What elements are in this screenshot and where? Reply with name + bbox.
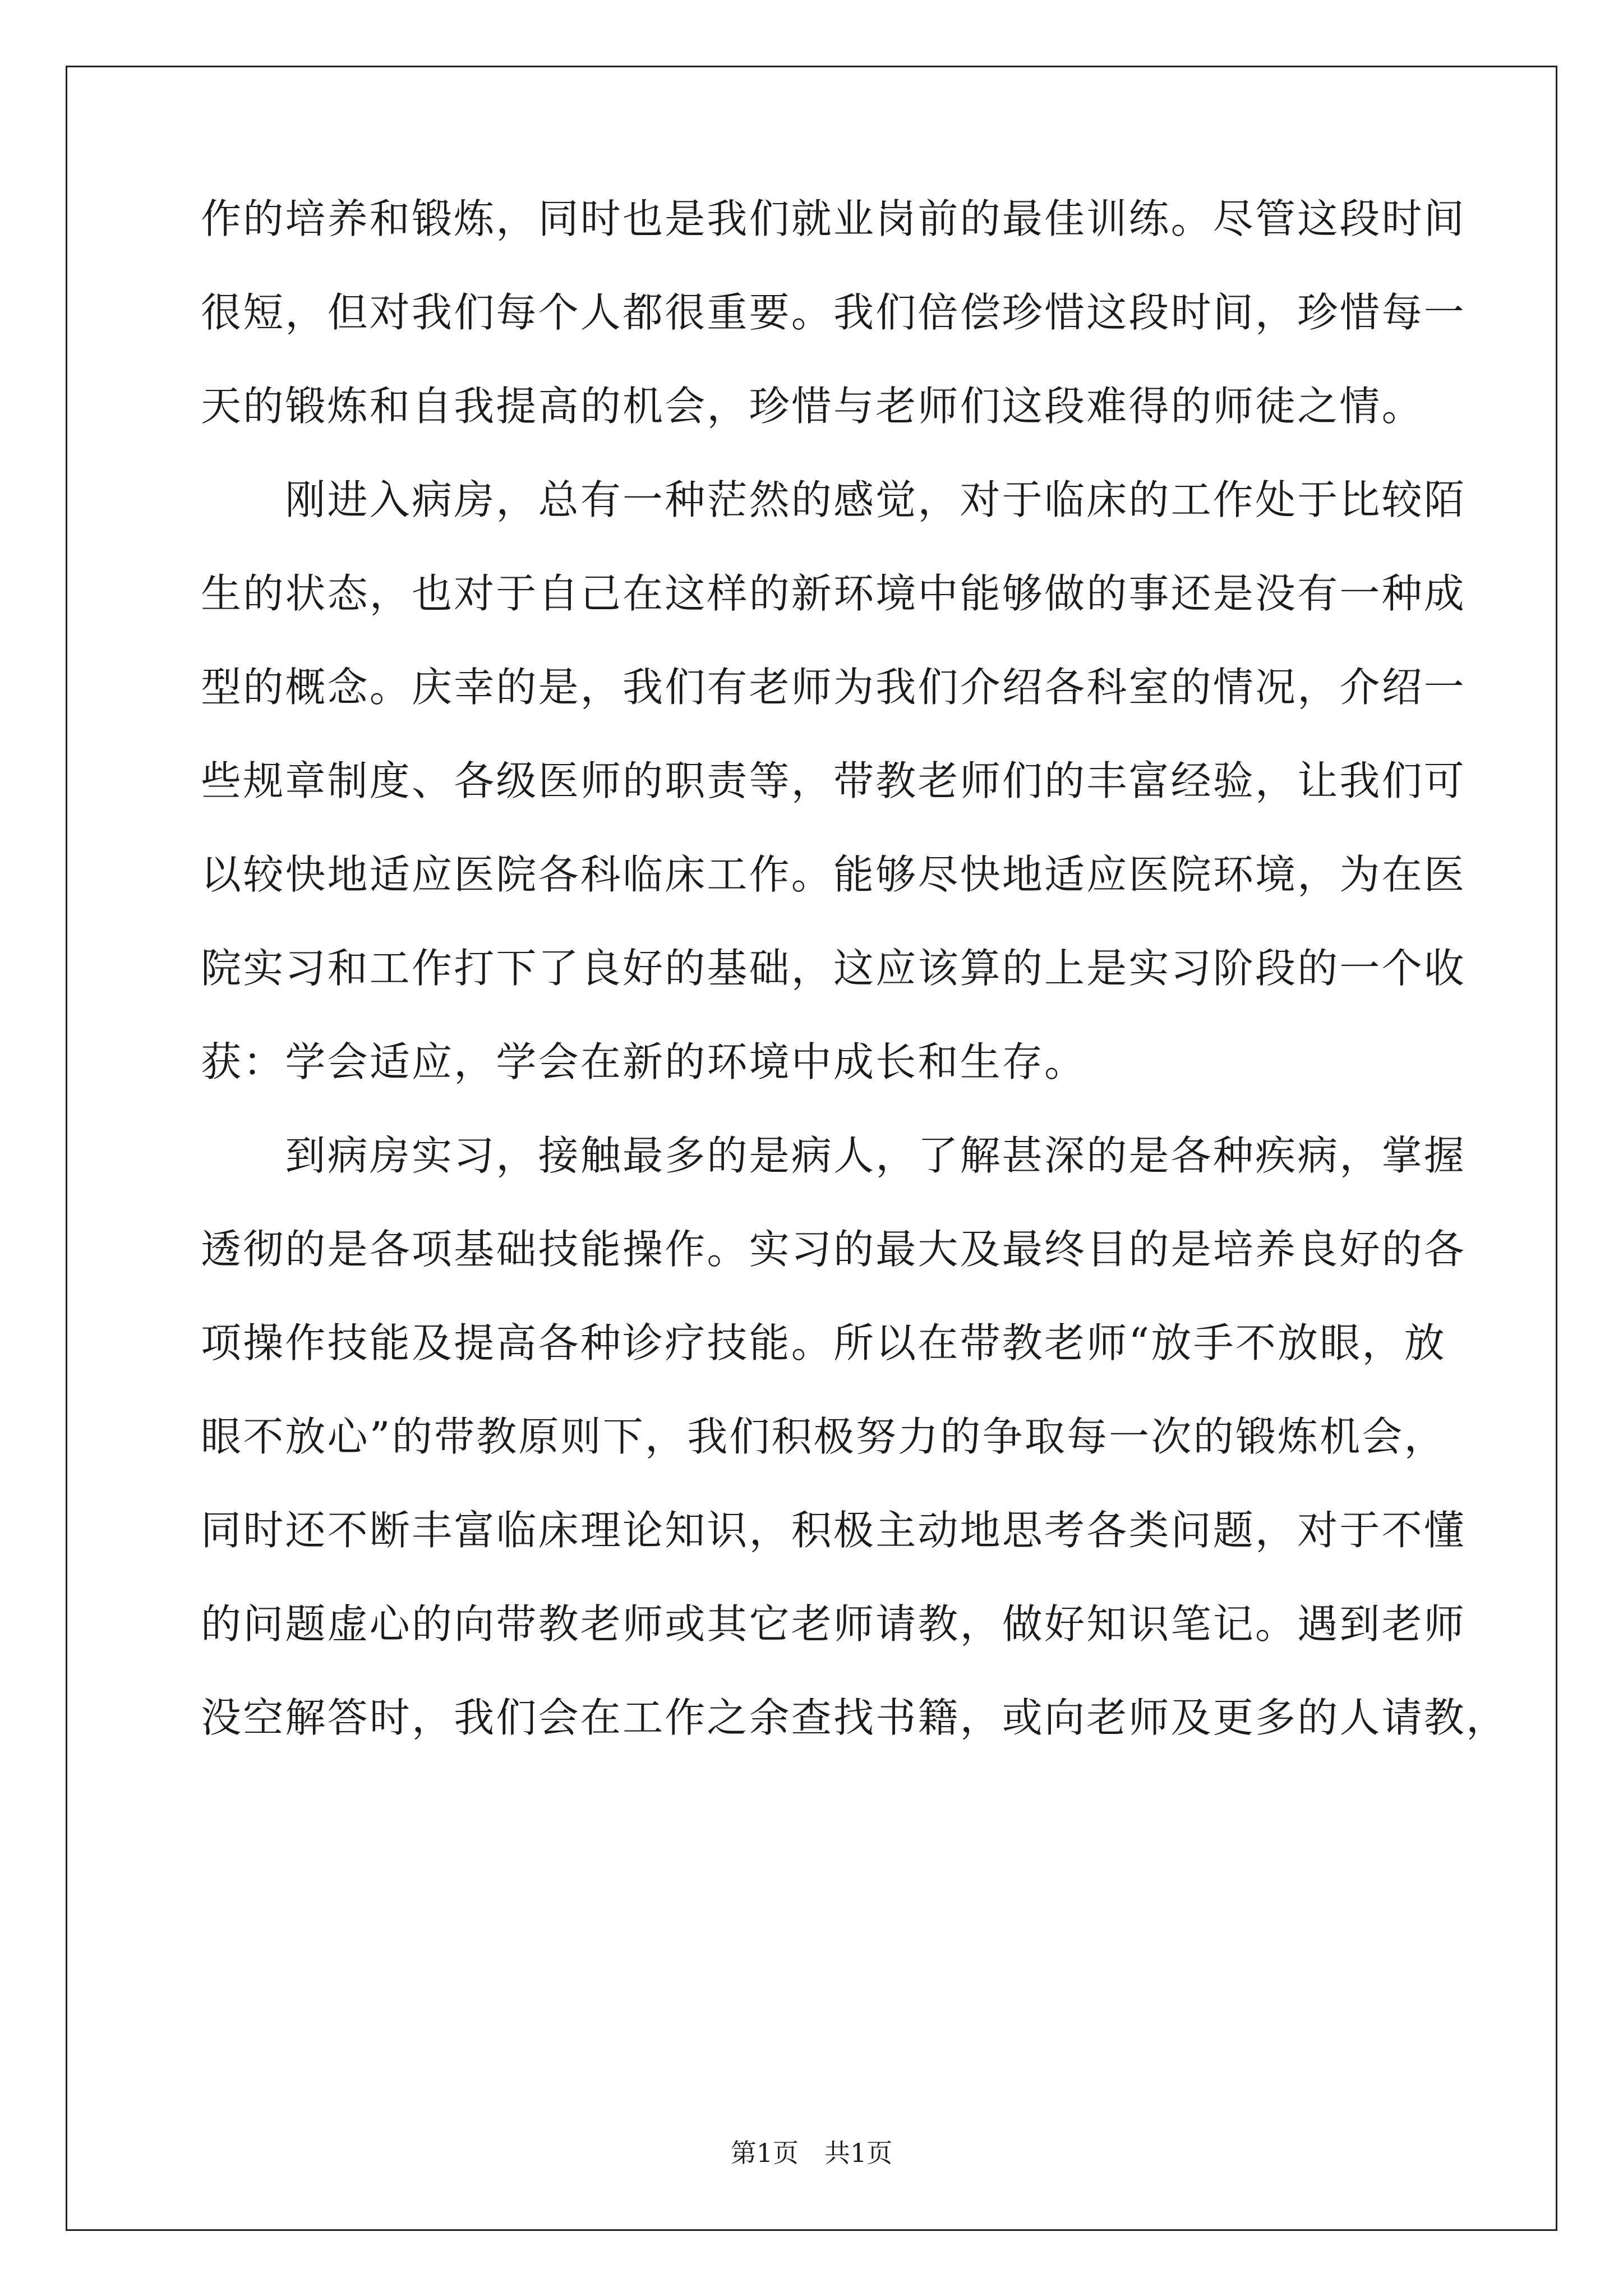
paragraph-start-line: 到病房实习，接触最多的是病人，了解甚深的是各种疾病，掌握 [201,1132,1467,1179]
text-line: 同时还不断丰富临床理论知识，积极主动地思考各类问题，对于不懂 [201,1507,1467,1554]
text-line: 生的状态，也对于自己在这样的新环境中能够做的事还是没有一种成 [201,570,1467,617]
text-line: 的问题虚心的向带教老师或其它老师请教，做好知识笔记。遇到老师 [201,1600,1467,1648]
text-line: 眼不放心”的带教原则下，我们积极努力的争取每一次的锻炼机会， [201,1413,1446,1460]
document-body [201,188,1509,1780]
text-line: 以较快地适应医院各科临床工作。能够尽快地适应医院环境，为在医 [201,851,1467,898]
text-line: 获：学会适应，学会在新的环境中成长和生存。 [201,1038,1087,1085]
page-number-footer: 第1页 共1页 [730,2138,893,2168]
text-line: 项操作技能及提高各种诊疗技能。所以在带教老师“放手不放眼，放 [201,1319,1446,1366]
text-line: 型的概念。庆幸的是，我们有老师为我们介绍各科室的情况，介绍一 [201,664,1467,711]
text-line: 没空解答时，我们会在工作之余查找书籍，或向老师及更多的人请教， [201,1694,1509,1741]
text-line: 很短，但对我们每个人都很重要。我们倍偿珍惜这段时间，珍惜每一 [201,289,1467,336]
text-line: 些规章制度、各级医师的职责等，带教老师们的丰富经验，让我们可 [201,757,1467,804]
paragraph-start-line: 刚进入病房，总有一种茫然的感觉，对于临床的工作处于比较陌 [201,476,1467,523]
text-line: 天的锻炼和自我提高的机会，珍惜与老师们这段难得的师徒之情。 [201,383,1424,430]
text-line: 透彻的是各项基础技能操作。实习的最大及最终目的是培养良好的各 [201,1226,1467,1273]
text-line: 院实习和工作打下了良好的基础，这应该算的上是实习阶段的一个收 [201,945,1467,992]
text-line: 作的培养和锻炼，同时也是我们就业岗前的最佳训练。尽管这段时间 [201,195,1467,242]
